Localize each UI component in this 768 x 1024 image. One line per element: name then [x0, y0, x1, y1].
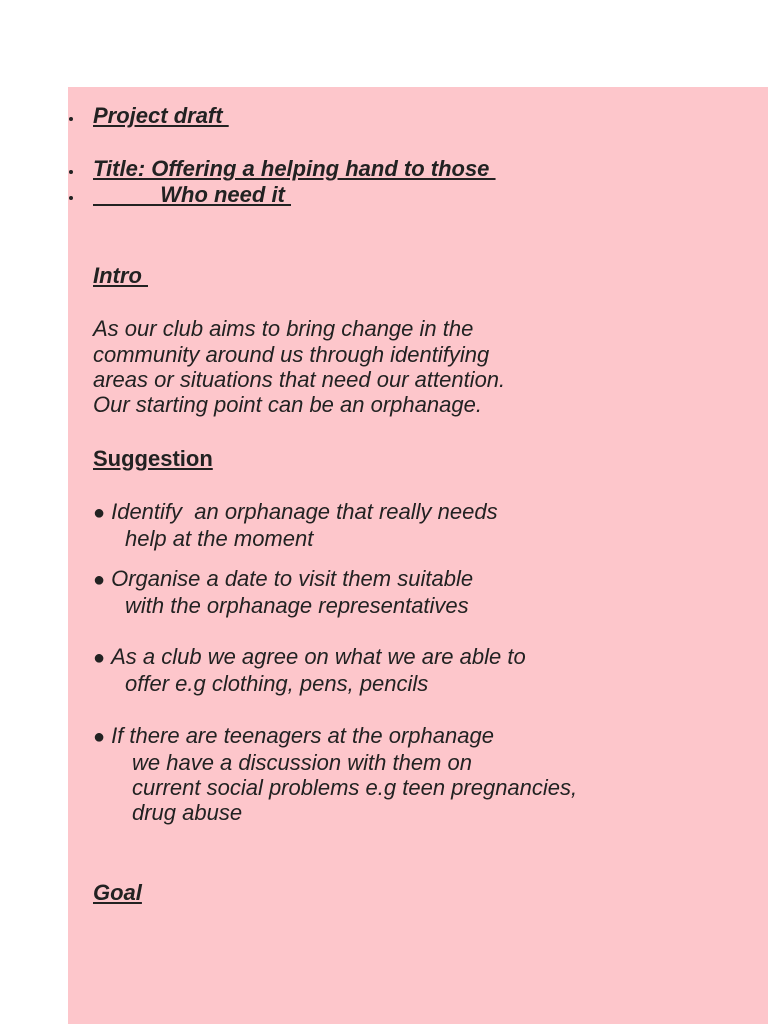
- intro-line: As our club aims to bring change in the: [93, 316, 474, 341]
- intro-heading: Intro: [93, 263, 148, 288]
- suggestion-item: [93, 566, 473, 618]
- suggestion-item-continuation: with the orphanage representatives: [125, 593, 469, 618]
- suggestion-item: [93, 499, 498, 551]
- bullet-dot: [69, 170, 73, 174]
- pink-background-panel: [68, 87, 768, 1024]
- suggestion-item-continuation: offer e.g clothing, pens, pencils: [125, 671, 429, 696]
- bullet-marker: ●: [93, 502, 106, 524]
- bullet-dot: [69, 196, 73, 200]
- suggestion-item: [93, 723, 577, 825]
- bullet-dot: [69, 117, 73, 121]
- suggestion-item: [93, 644, 526, 696]
- bullet-marker: ●: [93, 726, 106, 748]
- intro-line: community around us through identifying: [93, 342, 490, 367]
- suggestion-item-continuation: current social problems e.g teen pregnancies,: [132, 775, 578, 800]
- suggestion-item-text: Organise a date to visit them suitable: [111, 566, 474, 591]
- intro-line: Our starting point can be an orphanage.: [93, 392, 482, 417]
- suggestion-item-text: If there are teenagers at the orphanage: [111, 723, 494, 748]
- suggestion-heading: Suggestion: [93, 446, 213, 471]
- suggestion-item-text: As a club we agree on what we are able to: [111, 644, 526, 669]
- title-line-2: Who need it: [93, 182, 291, 207]
- goal-heading: Goal: [93, 880, 142, 905]
- bullet-marker: ●: [93, 569, 106, 591]
- project-draft-heading: Project draft: [93, 103, 229, 128]
- bullet-marker: ●: [93, 647, 106, 669]
- suggestion-item-continuation: we have a discussion with them on: [132, 750, 472, 775]
- intro-line: areas or situations that need our attention.: [93, 367, 506, 392]
- suggestion-item-continuation: drug abuse: [132, 800, 243, 825]
- title-line-1: Title: Offering a helping hand to those: [93, 156, 496, 181]
- suggestion-item-continuation: help at the moment: [125, 526, 314, 551]
- suggestion-item-text: Identify an orphanage that really needs: [111, 499, 498, 524]
